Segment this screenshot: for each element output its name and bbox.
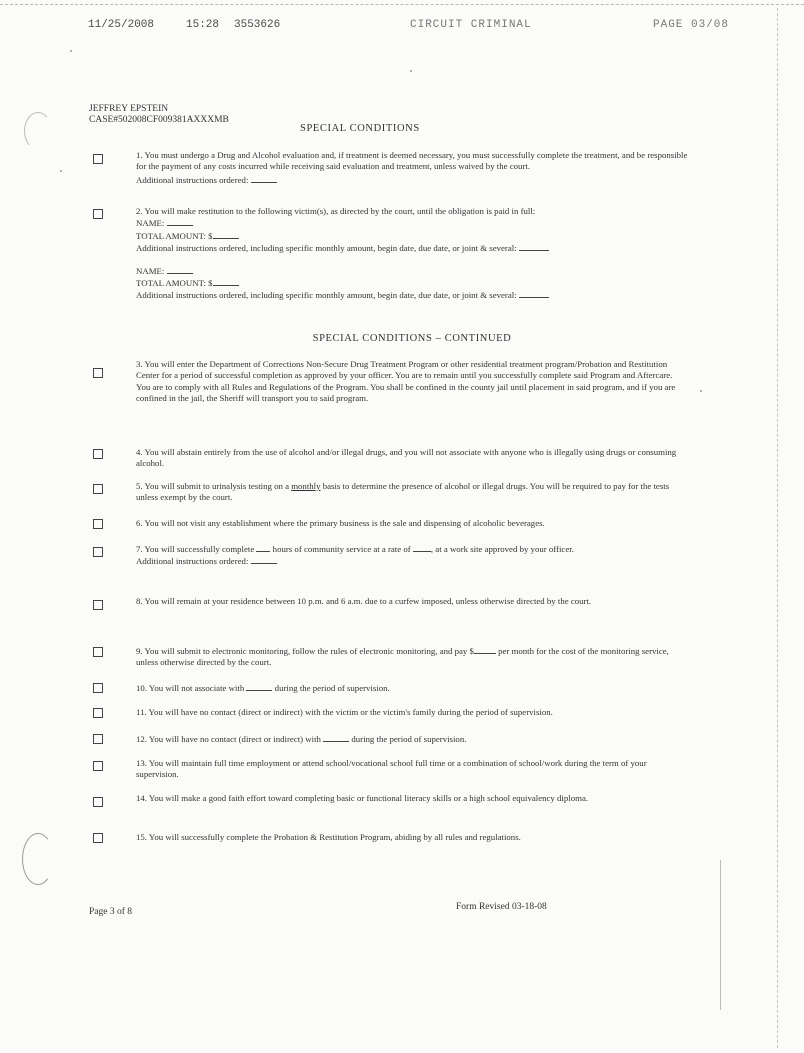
condition-7 <box>136 543 688 568</box>
rate-blank[interactable] <box>413 543 431 552</box>
instructions-1-blank[interactable] <box>519 242 549 251</box>
condition-15-checkbox[interactable] <box>93 833 103 843</box>
hours-blank[interactable] <box>256 543 270 552</box>
condition-11: 11. You will have no contact (direct or indirect) with the victim or the victim's family during the period of supervision. <box>136 707 553 717</box>
amount-1-label: TOTAL AMOUNT: $ <box>136 230 213 241</box>
condition-9-text-end: per month for the cost of the monitoring service, unless otherwise directed by the court. <box>136 646 669 668</box>
fax-number: 3553626 <box>234 19 281 31</box>
scan-edge-line-lower <box>720 860 721 1010</box>
condition-4: 4. You will abstain entirely from the use of alcohol and/or illegal drugs, and you will not associate with anyone who is illegally using drugs or consuming alcohol. <box>136 447 677 469</box>
condition-2-amount-2 <box>136 277 688 289</box>
defendant-name: JEFFREY EPSTEIN <box>89 104 169 114</box>
case-block <box>89 104 229 126</box>
condition-5-text-start: 5. You will submit to urinalysis testing on a <box>136 481 292 491</box>
condition-4-checkbox[interactable] <box>93 449 103 459</box>
condition-12-text-end: during the period of supervision. <box>351 734 467 744</box>
condition-2-amount-1 <box>136 230 688 242</box>
condition-7-checkbox[interactable] <box>93 547 103 557</box>
condition-9 <box>136 645 688 669</box>
condition-14: 14. You will make a good faith effort toward completing basic or functional literacy skills or a high school equivalency diploma. <box>136 793 589 803</box>
hole-punch-mark-top <box>24 112 52 150</box>
condition-2-instructions-2 <box>136 289 688 301</box>
no-contact-blank[interactable] <box>323 733 349 742</box>
name-1-blank[interactable] <box>167 217 193 226</box>
amount-2-blank[interactable] <box>213 277 239 286</box>
condition-9-checkbox[interactable] <box>93 647 103 657</box>
scan-edge-line <box>777 8 778 1048</box>
condition-2-instructions-1 <box>136 242 688 254</box>
condition-11-checkbox[interactable] <box>93 708 103 718</box>
condition-3-checkbox[interactable] <box>93 368 103 378</box>
condition-12-checkbox[interactable] <box>93 734 103 744</box>
scan-speck <box>700 390 702 392</box>
name-1-label: NAME: <box>136 218 165 229</box>
name-2-blank[interactable] <box>167 265 193 274</box>
page-number: Page 3 of 8 <box>89 907 133 917</box>
amount-2-label: TOTAL AMOUNT: $ <box>136 278 213 289</box>
condition-7-instructions <box>136 555 688 567</box>
instructions-2-blank[interactable] <box>519 289 549 298</box>
condition-7-text-middle: hours of community service at a rate of <box>272 544 411 554</box>
condition-7-text <box>136 543 688 555</box>
condition-10-checkbox[interactable] <box>93 683 103 693</box>
name-2-label: NAME: <box>136 265 165 276</box>
condition-6-checkbox[interactable] <box>93 519 103 529</box>
condition-2-name-2 <box>136 265 688 277</box>
condition-1 <box>136 150 688 186</box>
condition-12 <box>136 733 688 745</box>
associate-blank[interactable] <box>246 682 272 691</box>
instructions-2-label: Additional instructions ordered, including specific monthly amount, begin date, due date, or joint & several: <box>136 290 517 301</box>
scan-speck <box>60 170 62 172</box>
condition-12-text-start: 12. You will have no contact (direct or indirect) with <box>136 734 321 744</box>
condition-10-text-end: during the period of supervision. <box>274 683 390 693</box>
scan-speck <box>410 70 412 72</box>
condition-7-instructions-label: Additional instructions ordered: <box>136 556 249 567</box>
section-title-continued: SPECIAL CONDITIONS – CONTINUED <box>312 333 512 344</box>
condition-8: 8. You will remain at your residence between 10 p.m. and 6 a.m. due to a curfew imposed, unless otherwise directed by the court. <box>136 596 592 606</box>
condition-2-checkbox[interactable] <box>93 209 103 219</box>
condition-7-text-end: , at a work site approved by your officer. <box>430 544 574 554</box>
fax-time: 15:28 <box>186 19 220 31</box>
condition-3: 3. You will enter the Department of Corrections Non-Secure Drug Treatment Program or other residential treatment program/Probation and Restitution Center for a period of successful completion as approved by your officer. You are to remain until you successfully complete said Program and Aftercare. You are to comply with all Rules and Regulations of the Program. You shall be confined in the county jail until placement in said program, and if you are confined in the jail, the Sheriff will transport you to said program. <box>136 359 676 404</box>
condition-7-instructions-blank[interactable] <box>251 555 277 564</box>
fax-court: CIRCUIT CRIMINAL <box>410 19 532 31</box>
condition-1-instructions <box>136 174 688 186</box>
condition-2-text: 2. You will make restitution to the following victim(s), as directed by the court, until the obligation is paid in full: <box>136 206 536 216</box>
condition-8-checkbox[interactable] <box>93 600 103 610</box>
condition-1-text: 1. You must undergo a Drug and Alcohol evaluation and, if treatment is deemed necessary, you must successfully complete the treatment, and be responsible for the payment of any costs incurred while receiving said evaluation and treatment, unless waived by the court. <box>136 150 688 172</box>
case-number: CASE#502008CF009381AXXXMB <box>89 115 229 125</box>
condition-2 <box>136 206 688 302</box>
condition-9-text-start: 9. You will submit to electronic monitoring, follow the rules of electronic monitoring, and pay $ <box>136 646 474 656</box>
scan-speck <box>70 50 72 52</box>
fax-date: 11/25/2008 <box>88 19 155 31</box>
condition-7-text-start: 7. You will successfully complete <box>136 544 255 554</box>
condition-5-text-end: basis to determine the presence of alcohol or illegal drugs. You will be required to pay for the tests unless exempt by the court. <box>136 481 670 503</box>
condition-1-checkbox[interactable] <box>93 154 103 164</box>
amount-1-blank[interactable] <box>213 230 239 239</box>
monitoring-fee-blank[interactable] <box>474 645 496 654</box>
hole-punch-mark <box>22 833 54 885</box>
section-title: SPECIAL CONDITIONS <box>300 123 420 134</box>
condition-10-text-start: 10. You will not associate with <box>136 683 245 693</box>
instructions-1-label: Additional instructions ordered, including specific monthly amount, begin date, due date, or joint & several: <box>136 243 517 254</box>
condition-10 <box>136 682 688 694</box>
condition-1-instructions-label: Additional instructions ordered: <box>136 174 249 185</box>
condition-5-frequency: monthly <box>291 481 321 491</box>
condition-15: 15. You will successfully complete the Probation & Restitution Program, abiding by all rules and regulations. <box>136 832 521 842</box>
condition-13: 13. You will maintain full time employment or attend school/vocational school full time or a combination of school/work during the term of your supervision. <box>136 758 647 780</box>
fax-header <box>88 19 768 35</box>
condition-14-checkbox[interactable] <box>93 797 103 807</box>
condition-6: 6. You will not visit any establishment where the primary business is the sale and dispensing of alcoholic beverages. <box>136 518 545 528</box>
form-revision: Form Revised 03-18-08 <box>456 902 547 912</box>
condition-13-checkbox[interactable] <box>93 761 103 771</box>
fax-page: PAGE 03/08 <box>653 19 730 31</box>
condition-5-checkbox[interactable] <box>93 484 103 494</box>
condition-5 <box>136 481 688 504</box>
fax-top-divider <box>0 4 804 5</box>
condition-1-instructions-blank[interactable] <box>251 174 277 183</box>
condition-2-name-1 <box>136 217 688 229</box>
